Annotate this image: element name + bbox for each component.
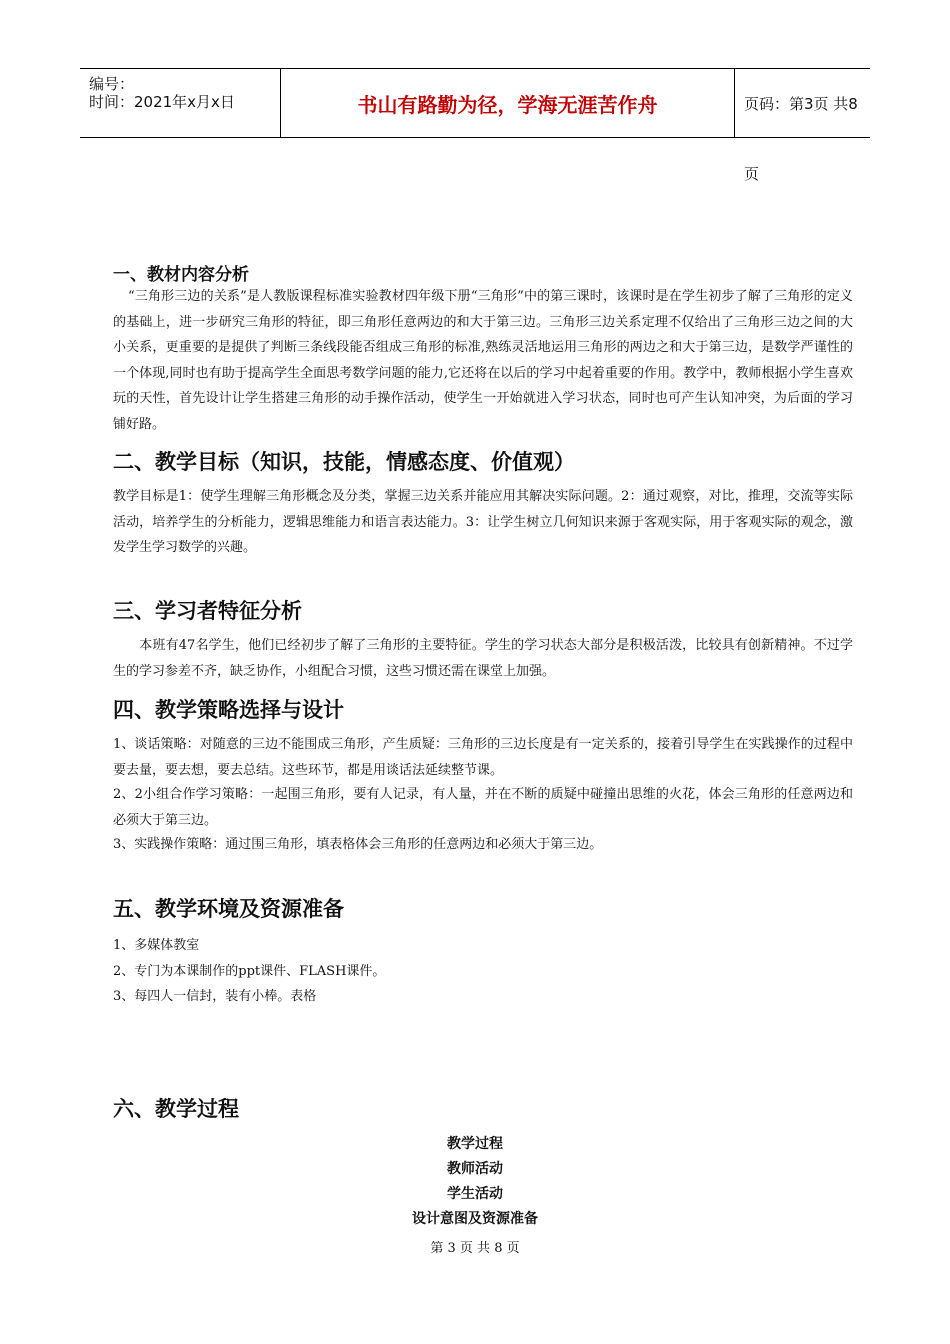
strategy-item: 1、谈话策略：对随意的三边不能围成三角形，产生质疑：三角形的三边长度是有一定关系的，接着引导学生在实践操作的过程中要去量，要去想，要去总结。这些环节，都是用谈话法延续整节课。 (113, 737, 853, 778)
process-heading: 设计意图及资源准备 (412, 1211, 538, 1227)
section-body: “三角形三边的关系”是人教版课程标准实验教材四年级下册“三角形”中的第三课时，该课时是在学生初步了解了三角形的定义的基础上，进一步研究三角形的特征，即三角形任意两边的和大于第三边。三角形三边关系定理不仅给出了三角形三边之间的大小关系，更重要的是提供了判断三条线段能否组成三角形的标准,熟练灵活地运用三角形的两边之和大于第三边，是数学严谨性的一个体现,同时也有助于提高学生全面思考数学问题的能力,它还将在以后的学习中起着重要的作用。教学中，教师根据小学生喜欢玩的天性，首先设计让学生搭建三角形的动手操作活动，使学生一开始就进入学习状态，同时也可产生认知冲突，为后面的学习铺好路。 (113, 289, 853, 432)
section-title: 四、教学策略选择与设计 (113, 698, 344, 722)
section-title: 二、教学目标（知识，技能，情感态度、价值观） (113, 450, 575, 474)
process-heading: 教学过程 (447, 1136, 503, 1152)
resource-item: 2、专门为本课制作的ppt课件、FLASH课件。 (113, 964, 386, 979)
number-label: 编号： (89, 75, 135, 93)
date-label: 时间：2021年x月x日 (89, 93, 235, 111)
section-title: 五、教学环境及资源准备 (113, 897, 344, 921)
section-title: 六、教学过程 (113, 1097, 239, 1121)
process-heading: 教师活动 (447, 1161, 503, 1177)
section-body: 教学目标是1：使学生理解三角形概念及分类，掌握三边关系并能应用其解决实际问题。2：通过观察，对比，推理，交流等实际活动，培养学生的分析能力，逻辑思维能力和语言表达能力。3：让学生树立几何知识来源于客观实际，用于客观实际的观念，激发学生学习数学的兴趣。 (113, 489, 853, 555)
strategy-item: 2、2小组合作学习策略：一起围三角形，要有人记录，有人量，并在不断的质疑中碰撞出思维的火花，体会三角形的任意两边和必须大于第三边。 (113, 787, 853, 828)
page-footer: 第 3 页 共 8 页 (430, 1241, 520, 1256)
header-motto: 书山有路勤为径，学海无涯苦作舟 (281, 69, 735, 137)
page-header (80, 68, 870, 183)
process-heading: 学生活动 (447, 1186, 503, 1202)
header-page-info: 页码：第3页 共8页 (744, 95, 858, 183)
section-title: 三、学习者特征分析 (113, 599, 302, 623)
section-body: 本班有47名学生，他们已经初步了解了三角形的主要特征。学生的学习状态大部分是积极活泼，比较具有创新精神。不过学生的学习参差不齐，缺乏协作，小组配合习惯，这些习惯还需在课堂上加强。 (113, 638, 853, 679)
header-meta (80, 69, 281, 137)
section-title: 一、教材内容分析 (113, 265, 249, 285)
strategy-item: 3、实践操作策略：通过围三角形，填表格体会三角形的任意两边和必须大于第三边。 (113, 837, 603, 852)
resource-item: 1、多媒体教室 (113, 938, 200, 953)
resource-item: 3、每四人一信封，装有小棒。表格 (113, 989, 317, 1004)
